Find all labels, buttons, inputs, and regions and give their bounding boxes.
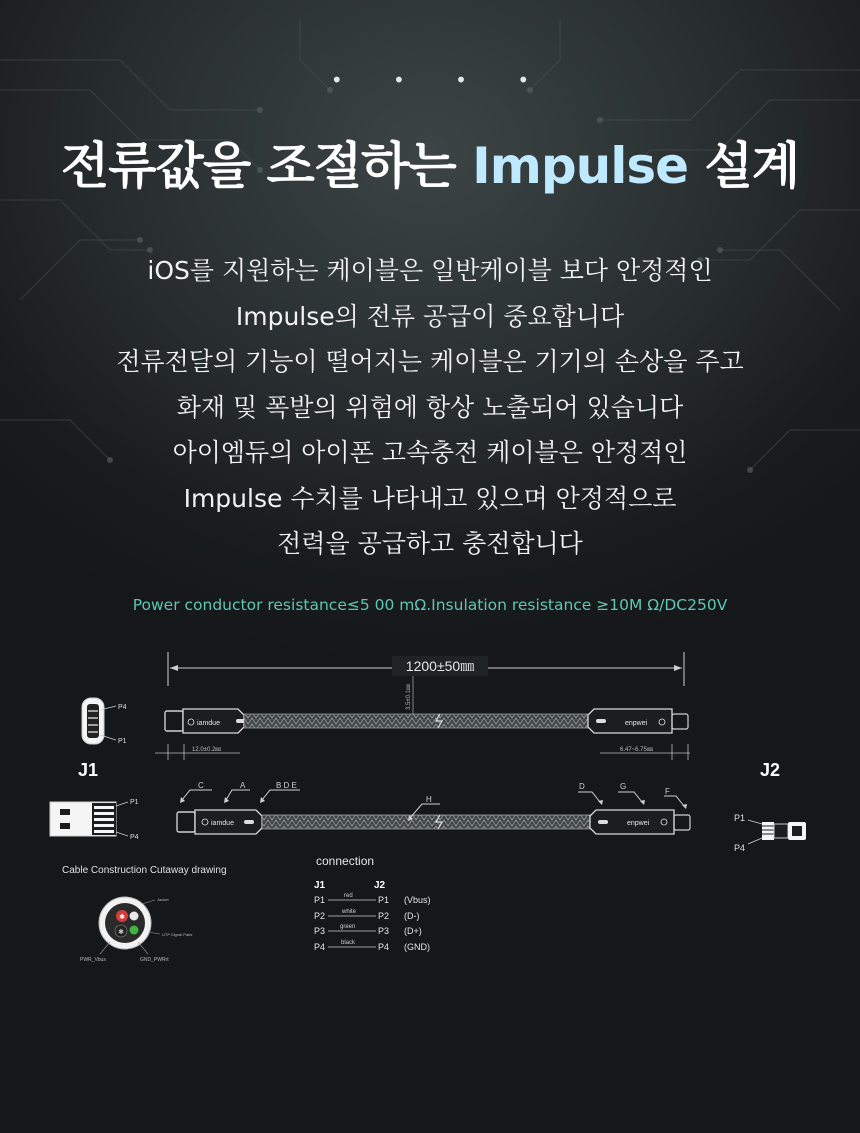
row-wire-color: white bbox=[342, 909, 357, 915]
title-accent: Impulse bbox=[472, 137, 689, 195]
cutaway-title: Cable Construction Cutaway drawing bbox=[62, 865, 227, 876]
pin-p4-label: P4 bbox=[130, 834, 139, 841]
connection-row bbox=[314, 940, 430, 952]
pin-p4-label: P4 bbox=[118, 704, 127, 711]
dim-right-label: 6.47~6.75㎜ bbox=[620, 747, 653, 753]
callout-d: D bbox=[579, 782, 585, 791]
row-signal: (Vbus) bbox=[404, 895, 431, 905]
row-signal: (GND) bbox=[404, 942, 430, 952]
row-wire-color: green bbox=[340, 924, 356, 930]
callout-a: A bbox=[240, 781, 246, 790]
usb-a-side-view bbox=[50, 799, 139, 841]
connection-head-j2: J2 bbox=[374, 880, 386, 891]
description-line: 화재 및 폭발의 위험에 항상 노출되어 있습니다 bbox=[176, 392, 684, 422]
row-signal: (D+) bbox=[404, 926, 422, 936]
row-j2-pin: P3 bbox=[378, 926, 390, 936]
pin-p4-label: P4 bbox=[734, 843, 746, 853]
row-signal: (D-) bbox=[404, 911, 420, 921]
description-line: Impulse의 전류 공급이 중요합니다 bbox=[235, 301, 625, 331]
row-j1-pin: P4 bbox=[314, 942, 326, 952]
connection-row bbox=[314, 924, 422, 936]
pin-p1-label: P1 bbox=[734, 813, 746, 823]
cutaway-jacket-label: Jacket bbox=[157, 897, 169, 902]
row-j1-pin: P2 bbox=[314, 911, 326, 921]
cable-top-view bbox=[165, 709, 688, 733]
title-main: 전류값을 조절하는 bbox=[60, 137, 473, 195]
row-j1-pin: P1 bbox=[314, 895, 326, 905]
description-line: iOS를 지원하는 케이블은 일반케이블 보다 안정적인 bbox=[147, 256, 713, 285]
dim-left-label: 12.0±0.2㎜ bbox=[192, 747, 222, 753]
j2-label: J2 bbox=[760, 760, 781, 780]
cutaway-vbus-label: PWR_Vbus bbox=[80, 957, 106, 963]
cable-side-view bbox=[177, 810, 690, 834]
description-line: 전력을 공급하고 충전합니다 bbox=[277, 529, 583, 558]
description-line: 아이엠듀의 아이폰 고속충전 케이블은 안정적인 bbox=[172, 438, 688, 467]
spec-text: Power conductor resistance≤5 00 mΩ.Insulation resistance ≥10M Ω/DC250V bbox=[132, 596, 728, 614]
callout-f: F bbox=[665, 787, 670, 796]
description-line: 전류전달의 기능이 떨어지는 케이블은 기기의 손상을 주고 bbox=[116, 347, 744, 376]
decorative-dots: • • • • bbox=[330, 68, 552, 92]
usb-a-end-view bbox=[82, 698, 127, 745]
connection-table bbox=[314, 854, 431, 952]
row-j1-pin: P3 bbox=[314, 926, 326, 936]
row-j2-pin: P4 bbox=[378, 942, 390, 952]
connection-title: connection bbox=[316, 854, 375, 868]
connection-head-j1: J1 bbox=[314, 880, 326, 891]
callout-h: H bbox=[426, 795, 432, 804]
row-wire-color: black bbox=[341, 940, 356, 946]
cutaway-gnd-label: GND_PWRrt bbox=[140, 957, 169, 963]
callout-bde: B D E bbox=[276, 781, 297, 790]
description-text bbox=[0, 248, 860, 567]
j1-label: J1 bbox=[78, 760, 99, 780]
title-suffix: 설계 bbox=[688, 137, 800, 195]
pin-p1-label: P1 bbox=[130, 799, 139, 806]
callout-c: C bbox=[198, 781, 204, 790]
pin-p1-label: P1 bbox=[118, 738, 127, 745]
brand-label: iamdue bbox=[197, 720, 220, 727]
callout-g: G bbox=[620, 782, 627, 791]
connection-row bbox=[314, 893, 431, 905]
description-line: Impulse 수치를 나타내고 있으며 안정적으로 bbox=[183, 483, 677, 513]
diameter-label: 3.5±0.1㎜ bbox=[406, 684, 412, 710]
svg-text:✱: ✱ bbox=[118, 928, 124, 936]
length-dimension bbox=[168, 652, 684, 686]
cable-cutaway-drawing bbox=[80, 897, 192, 963]
cable-technical-diagram bbox=[0, 640, 860, 980]
cutaway-twisted-label: UTP Signal Pairs bbox=[162, 932, 193, 937]
length-label: 1200±50㎜ bbox=[405, 658, 475, 674]
brand-label-reversed: enpwei bbox=[625, 720, 648, 727]
svg-text:✱: ✱ bbox=[119, 913, 125, 921]
page-title bbox=[0, 126, 860, 198]
connection-row bbox=[314, 909, 420, 921]
row-wire-color: red bbox=[344, 893, 353, 899]
row-j2-pin: P1 bbox=[378, 895, 390, 905]
row-j2-pin: P2 bbox=[378, 911, 390, 921]
lightning-end-view bbox=[734, 813, 806, 853]
brand-label: iamdue bbox=[211, 820, 234, 827]
brand-label-reversed: enpwei bbox=[627, 820, 650, 827]
